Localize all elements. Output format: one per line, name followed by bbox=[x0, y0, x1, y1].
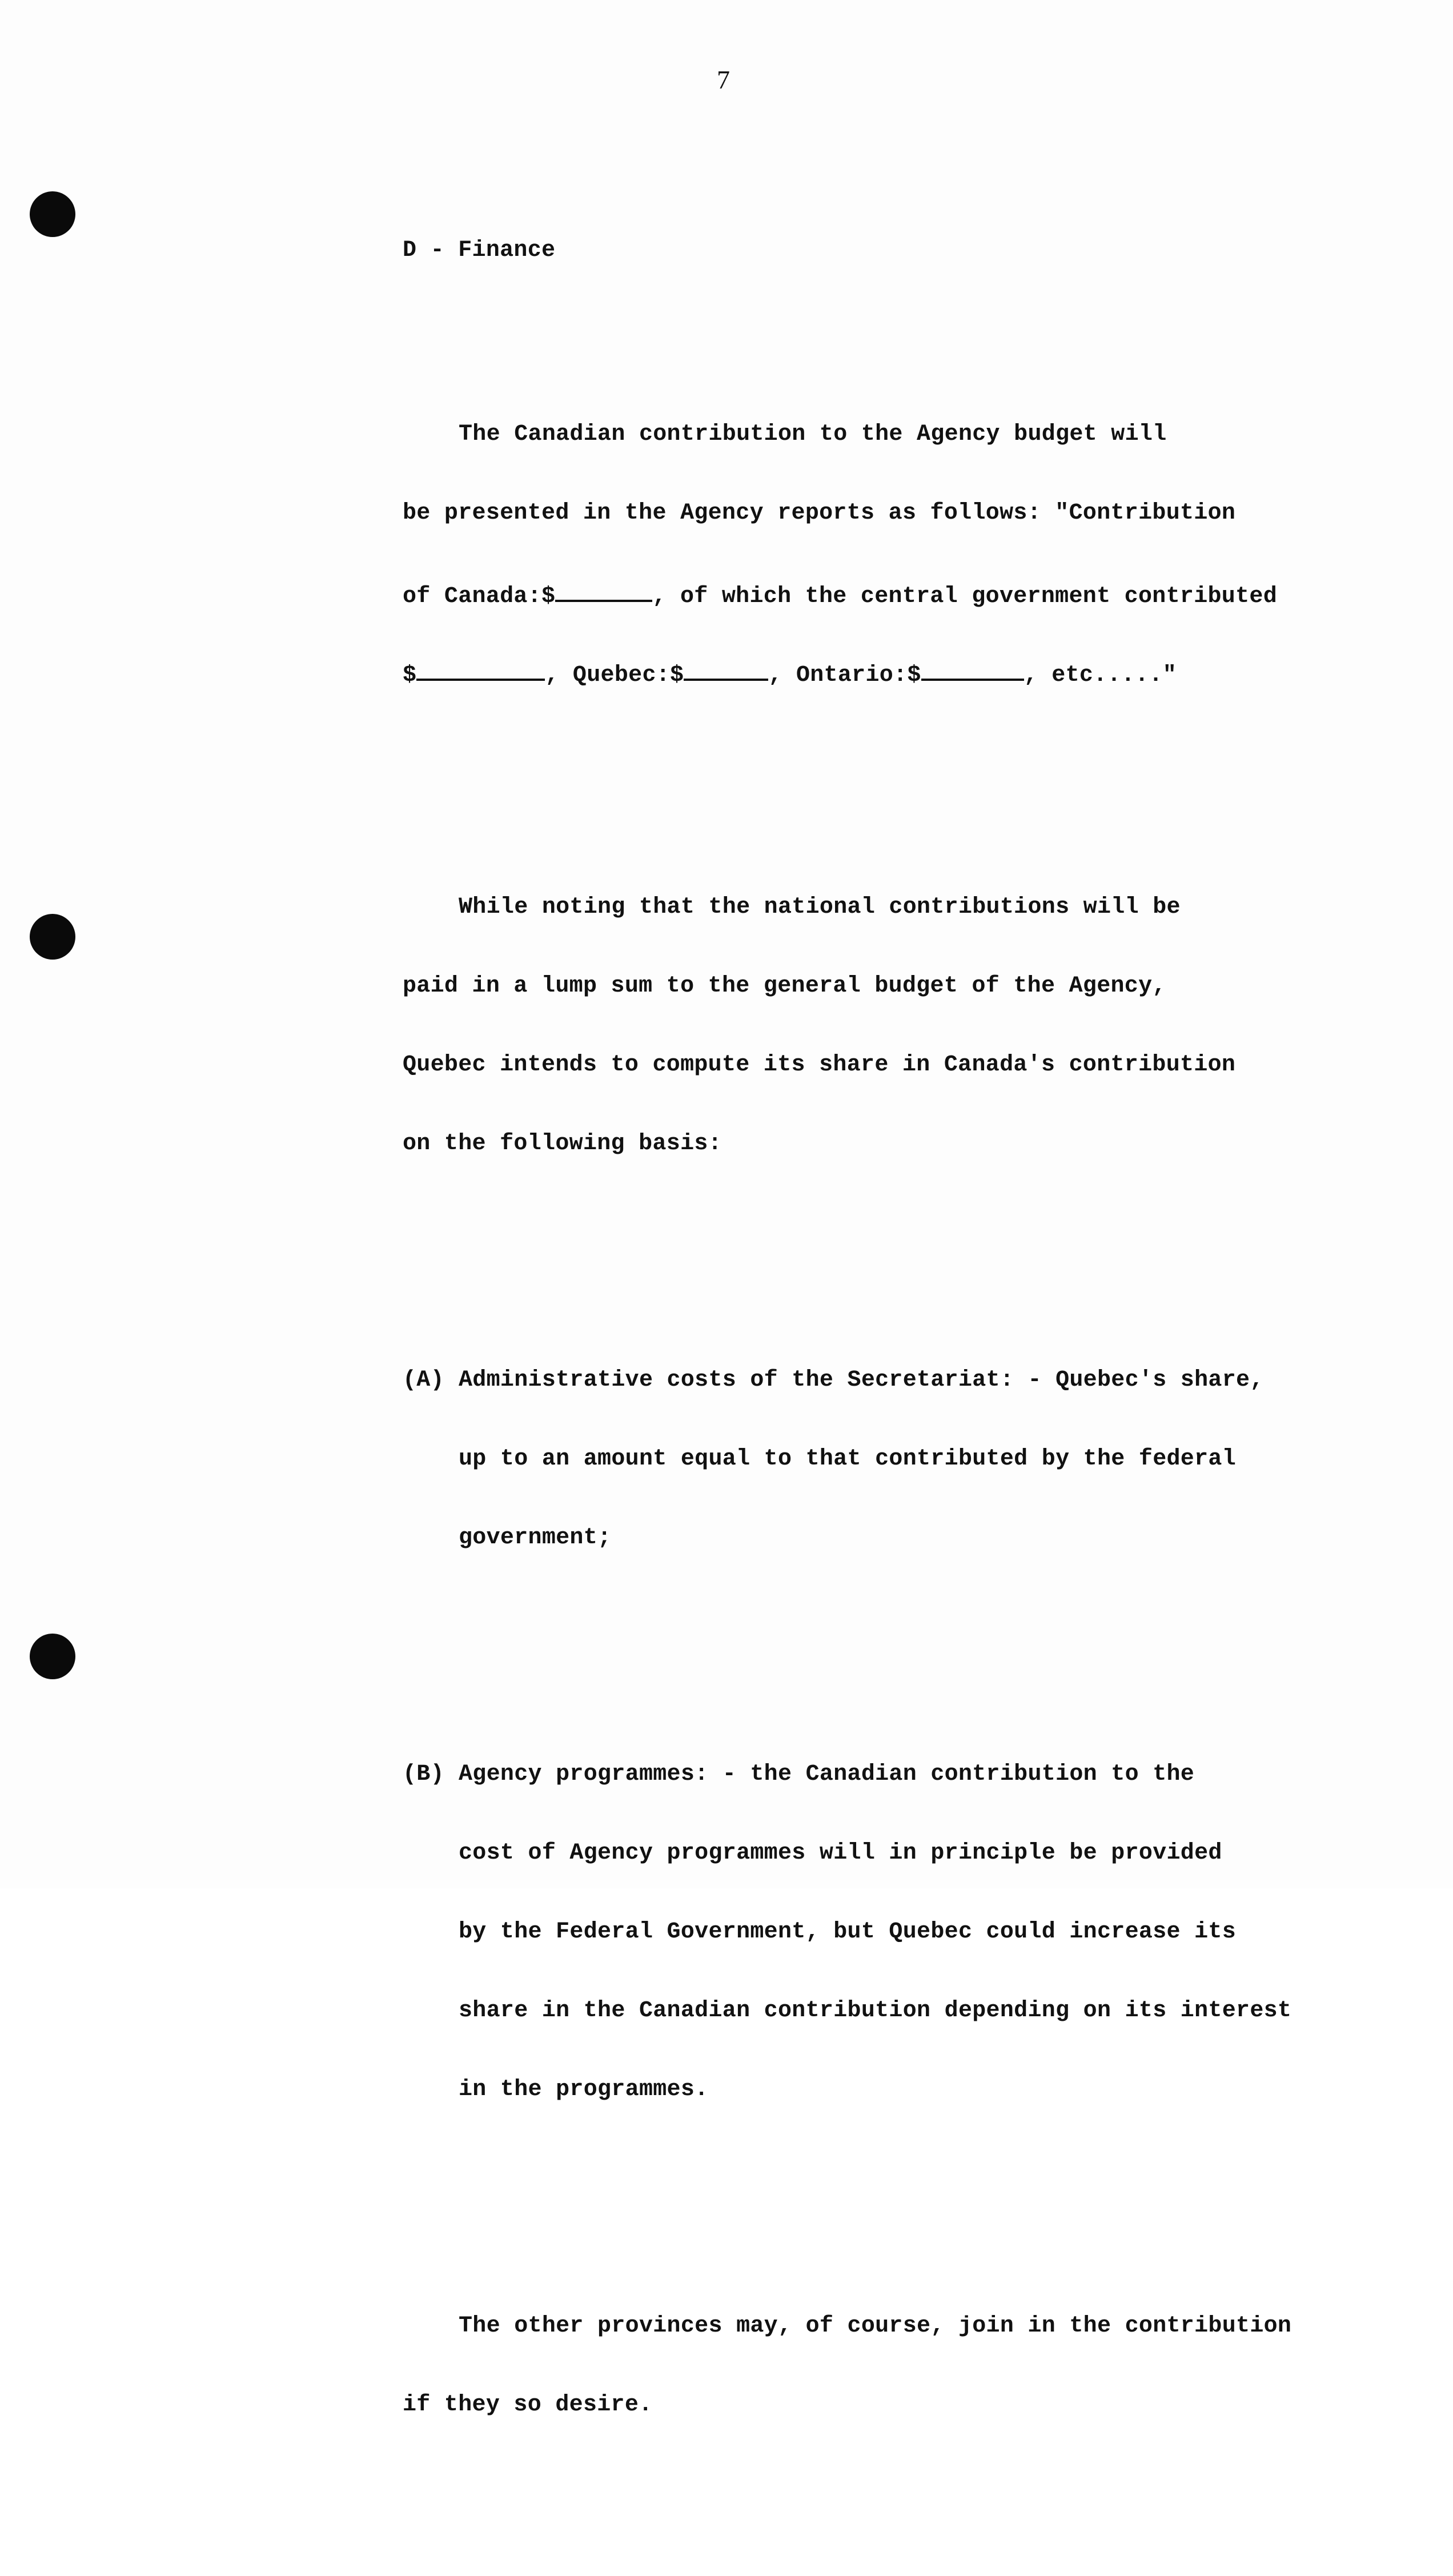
paragraph-line: in the programmes. bbox=[459, 2077, 709, 2102]
blank-amount-canada bbox=[555, 579, 652, 602]
blank-amount-quebec bbox=[684, 658, 768, 681]
list-item-a bbox=[403, 1315, 1328, 1604]
paragraph-text: $ bbox=[403, 663, 417, 688]
blank-amount-central-government bbox=[416, 658, 545, 681]
list-item-label: (B) bbox=[403, 1762, 444, 1787]
paragraph-line: government; bbox=[459, 1525, 612, 1551]
paragraph-text: The Canadian contribution to the Agency budget will bbox=[459, 422, 1167, 447]
paragraph-text: , Ontario:$ bbox=[768, 663, 921, 688]
section-heading: D - Finance bbox=[403, 238, 556, 263]
paragraph-text: , of which the central government contributed bbox=[652, 584, 1278, 609]
binder-hole-middle bbox=[30, 914, 75, 960]
paragraph-line: on the following basis: bbox=[403, 1131, 722, 1157]
paragraph-line: if they so desire. bbox=[403, 2392, 653, 2418]
paragraph-line: Quebec intends to compute its share in Canada's contribution bbox=[403, 1052, 1236, 1078]
paragraph-line: paid in a lump sum to the general budget of the Agency, bbox=[403, 973, 1166, 999]
blank-amount-ontario bbox=[921, 658, 1024, 681]
paragraph-text: of Canada:$ bbox=[403, 584, 556, 609]
paragraph-text: , Quebec:$ bbox=[545, 663, 684, 688]
binder-hole-bottom bbox=[30, 1634, 75, 1679]
paragraph-line bbox=[403, 2313, 1328, 2340]
paragraph-text: Agency programmes: - the Canadian contribution to the bbox=[459, 1762, 1195, 1787]
paragraph-text: The other provinces may, of course, join in the contribution bbox=[459, 2313, 1292, 2339]
paragraph-canadian-contribution bbox=[403, 369, 1328, 737]
binder-hole-top bbox=[30, 191, 75, 237]
paragraph-line bbox=[403, 894, 1328, 921]
paragraph-line bbox=[403, 422, 1328, 448]
paragraph-line bbox=[403, 1762, 1328, 1788]
paragraph-line bbox=[403, 579, 1328, 609]
paragraph-text: Administrative costs of the Secretariat: - Quebec's share, bbox=[459, 1367, 1264, 1393]
paragraph-line bbox=[403, 1367, 1328, 1394]
paragraph-line: be presented in the Agency reports as follows: "Contribution bbox=[403, 500, 1236, 526]
paragraph-line: up to an amount equal to that contributed by the federal bbox=[459, 1446, 1237, 1472]
paragraph-line: by the Federal Government, but Quebec could increase its bbox=[459, 1919, 1237, 1945]
page-number: 7 bbox=[717, 65, 730, 94]
paragraph-text: While noting that the national contributions will be bbox=[459, 894, 1181, 920]
paragraph-line: share in the Canadian contribution depending on its interest bbox=[459, 1998, 1292, 2024]
paragraph-text: , etc....." bbox=[1023, 663, 1177, 688]
paragraph-line bbox=[403, 658, 1328, 688]
list-item-b bbox=[403, 1709, 1328, 2156]
document-body bbox=[403, 159, 1328, 2576]
paragraph-line: cost of Agency programmes will in principle be provided bbox=[459, 1840, 1222, 1866]
paragraph-national-contributions bbox=[403, 842, 1328, 1210]
paragraph-other-provinces bbox=[403, 2261, 1328, 2471]
list-item-label: (A) bbox=[403, 1367, 444, 1393]
